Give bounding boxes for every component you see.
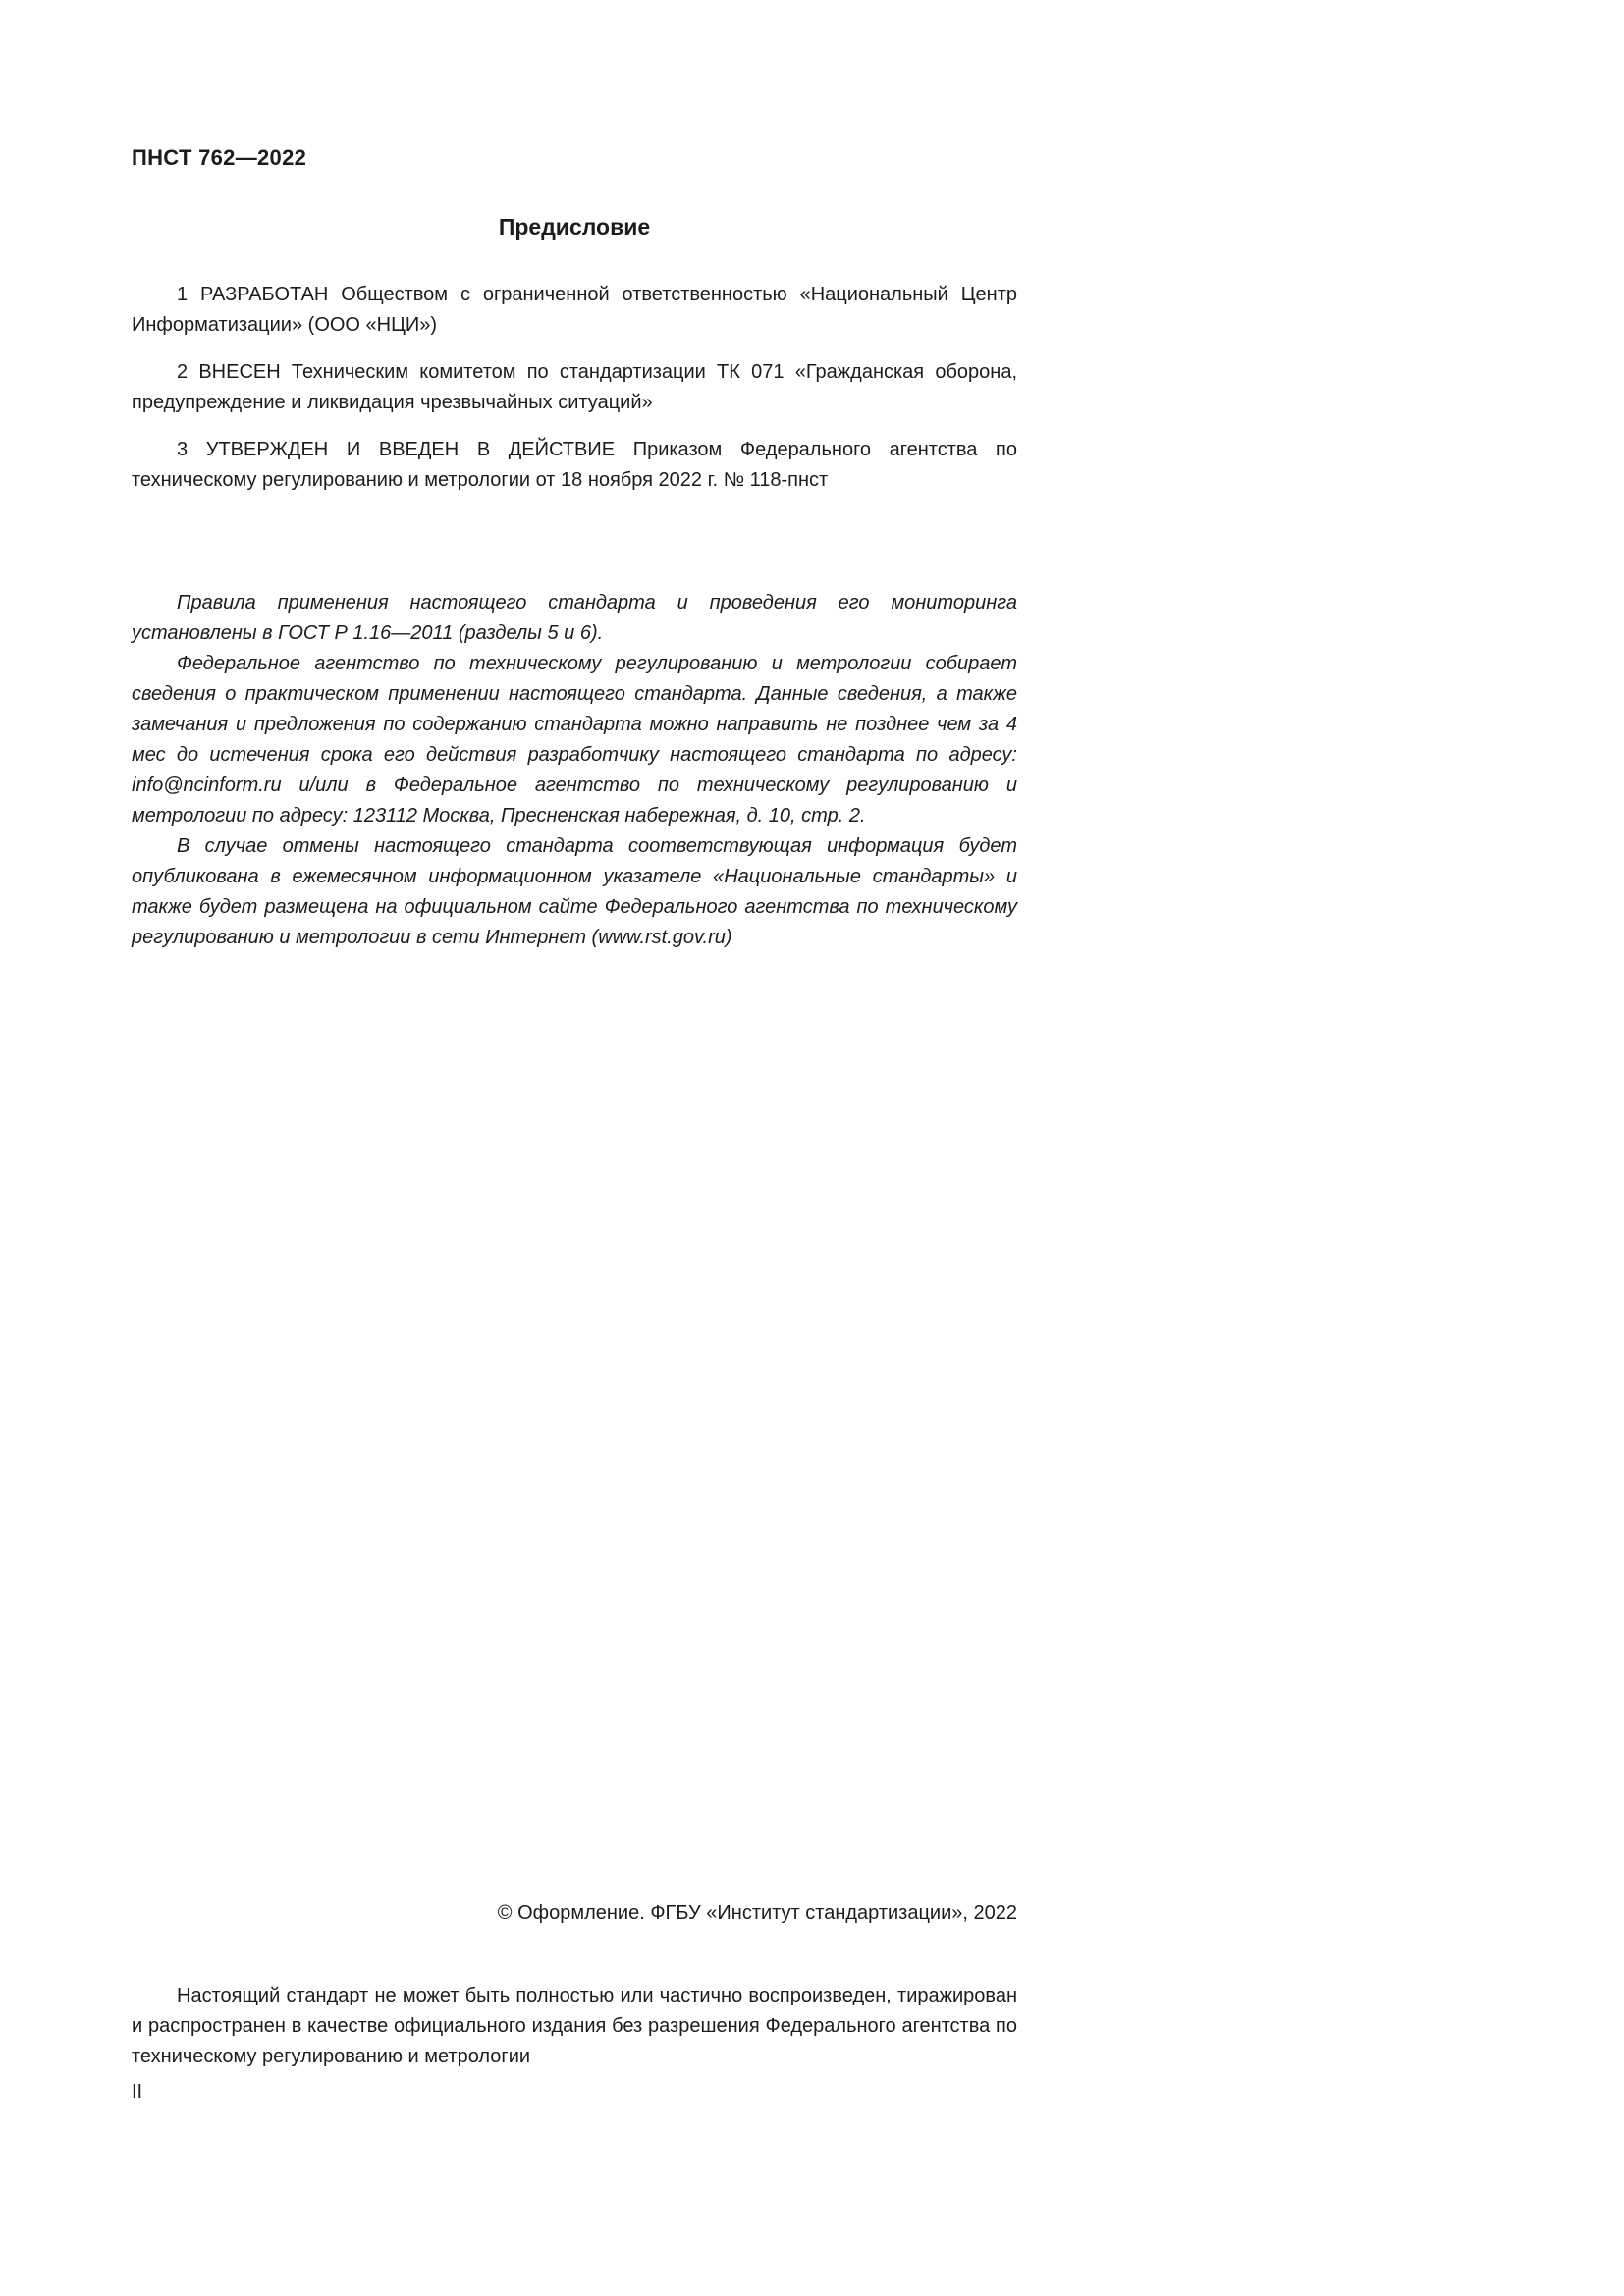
document-code: ПНСТ 762—2022 <box>132 145 307 170</box>
foreword-item-approved: 3 УТВЕРЖДЕН И ВВЕДЕН В ДЕЙСТВИЕ Приказом Федерального агентства по техническому регулированию и метрологии от 18 ноября 2022 г. № 118-пнст <box>132 439 1017 491</box>
foreword-title: Предисловие <box>498 214 651 240</box>
page-number: II <box>132 2081 143 2103</box>
page-content <box>132 145 1017 953</box>
foreword-item-submitted: 2 ВНЕСЕН Техническим комитетом по стандартизации ТК 071 «Гражданская оборона, предупреждение и ликвидация чрезвычайных ситуаций» <box>132 361 1017 413</box>
reproduction-restriction-note: Настоящий стандарт не может быть полностью или частично воспроизведен, тиражирован и распространен в качестве официального издания без разрешения Федерального агентства по техническому регулированию и метрологии <box>132 1985 1017 2067</box>
copyright-line: © Оформление. ФГБУ «Институт стандартизации», 2022 <box>497 1902 1017 1924</box>
legal-note-block <box>132 588 1017 953</box>
legal-note-application-rules: Правила применения настоящего стандарта и проведения его мониторинга установлены в ГОСТ Р 1.16—2011 (разделы 5 и 6). <box>132 592 1017 644</box>
legal-note-feedback-address: Федеральное агентство по техническому регулированию и метрологии собирает сведения о практическом применении настоящего стандарта. Данные сведения, а также замечания и предложения по содержанию стандарта можно направить не позднее чем за 4 мес до истечения срока его действия разработчику настоящего стандарта по адресу: info@ncinform.ru и/или в Федеральное агентство по техническому регулированию и метрологии по адресу: 123112 Москва, Пресненская набережная, д. 10, стр. 2. <box>132 653 1017 827</box>
foreword-item-developed: 1 РАЗРАБОТАН Обществом с ограниченной ответственностью «Национальный Центр Информатизации» (ООО «НЦИ») <box>132 284 1017 336</box>
legal-note-cancellation-info: В случае отмены настоящего стандарта соответствующая информация будет опубликована в ежемесячном информационном указателе «Национальные стандарты» и также будет размещена на официальном сайте Федерального агентства по техническому регулированию и метрологии в сети Интернет (www.rst.gov.ru) <box>132 835 1017 948</box>
